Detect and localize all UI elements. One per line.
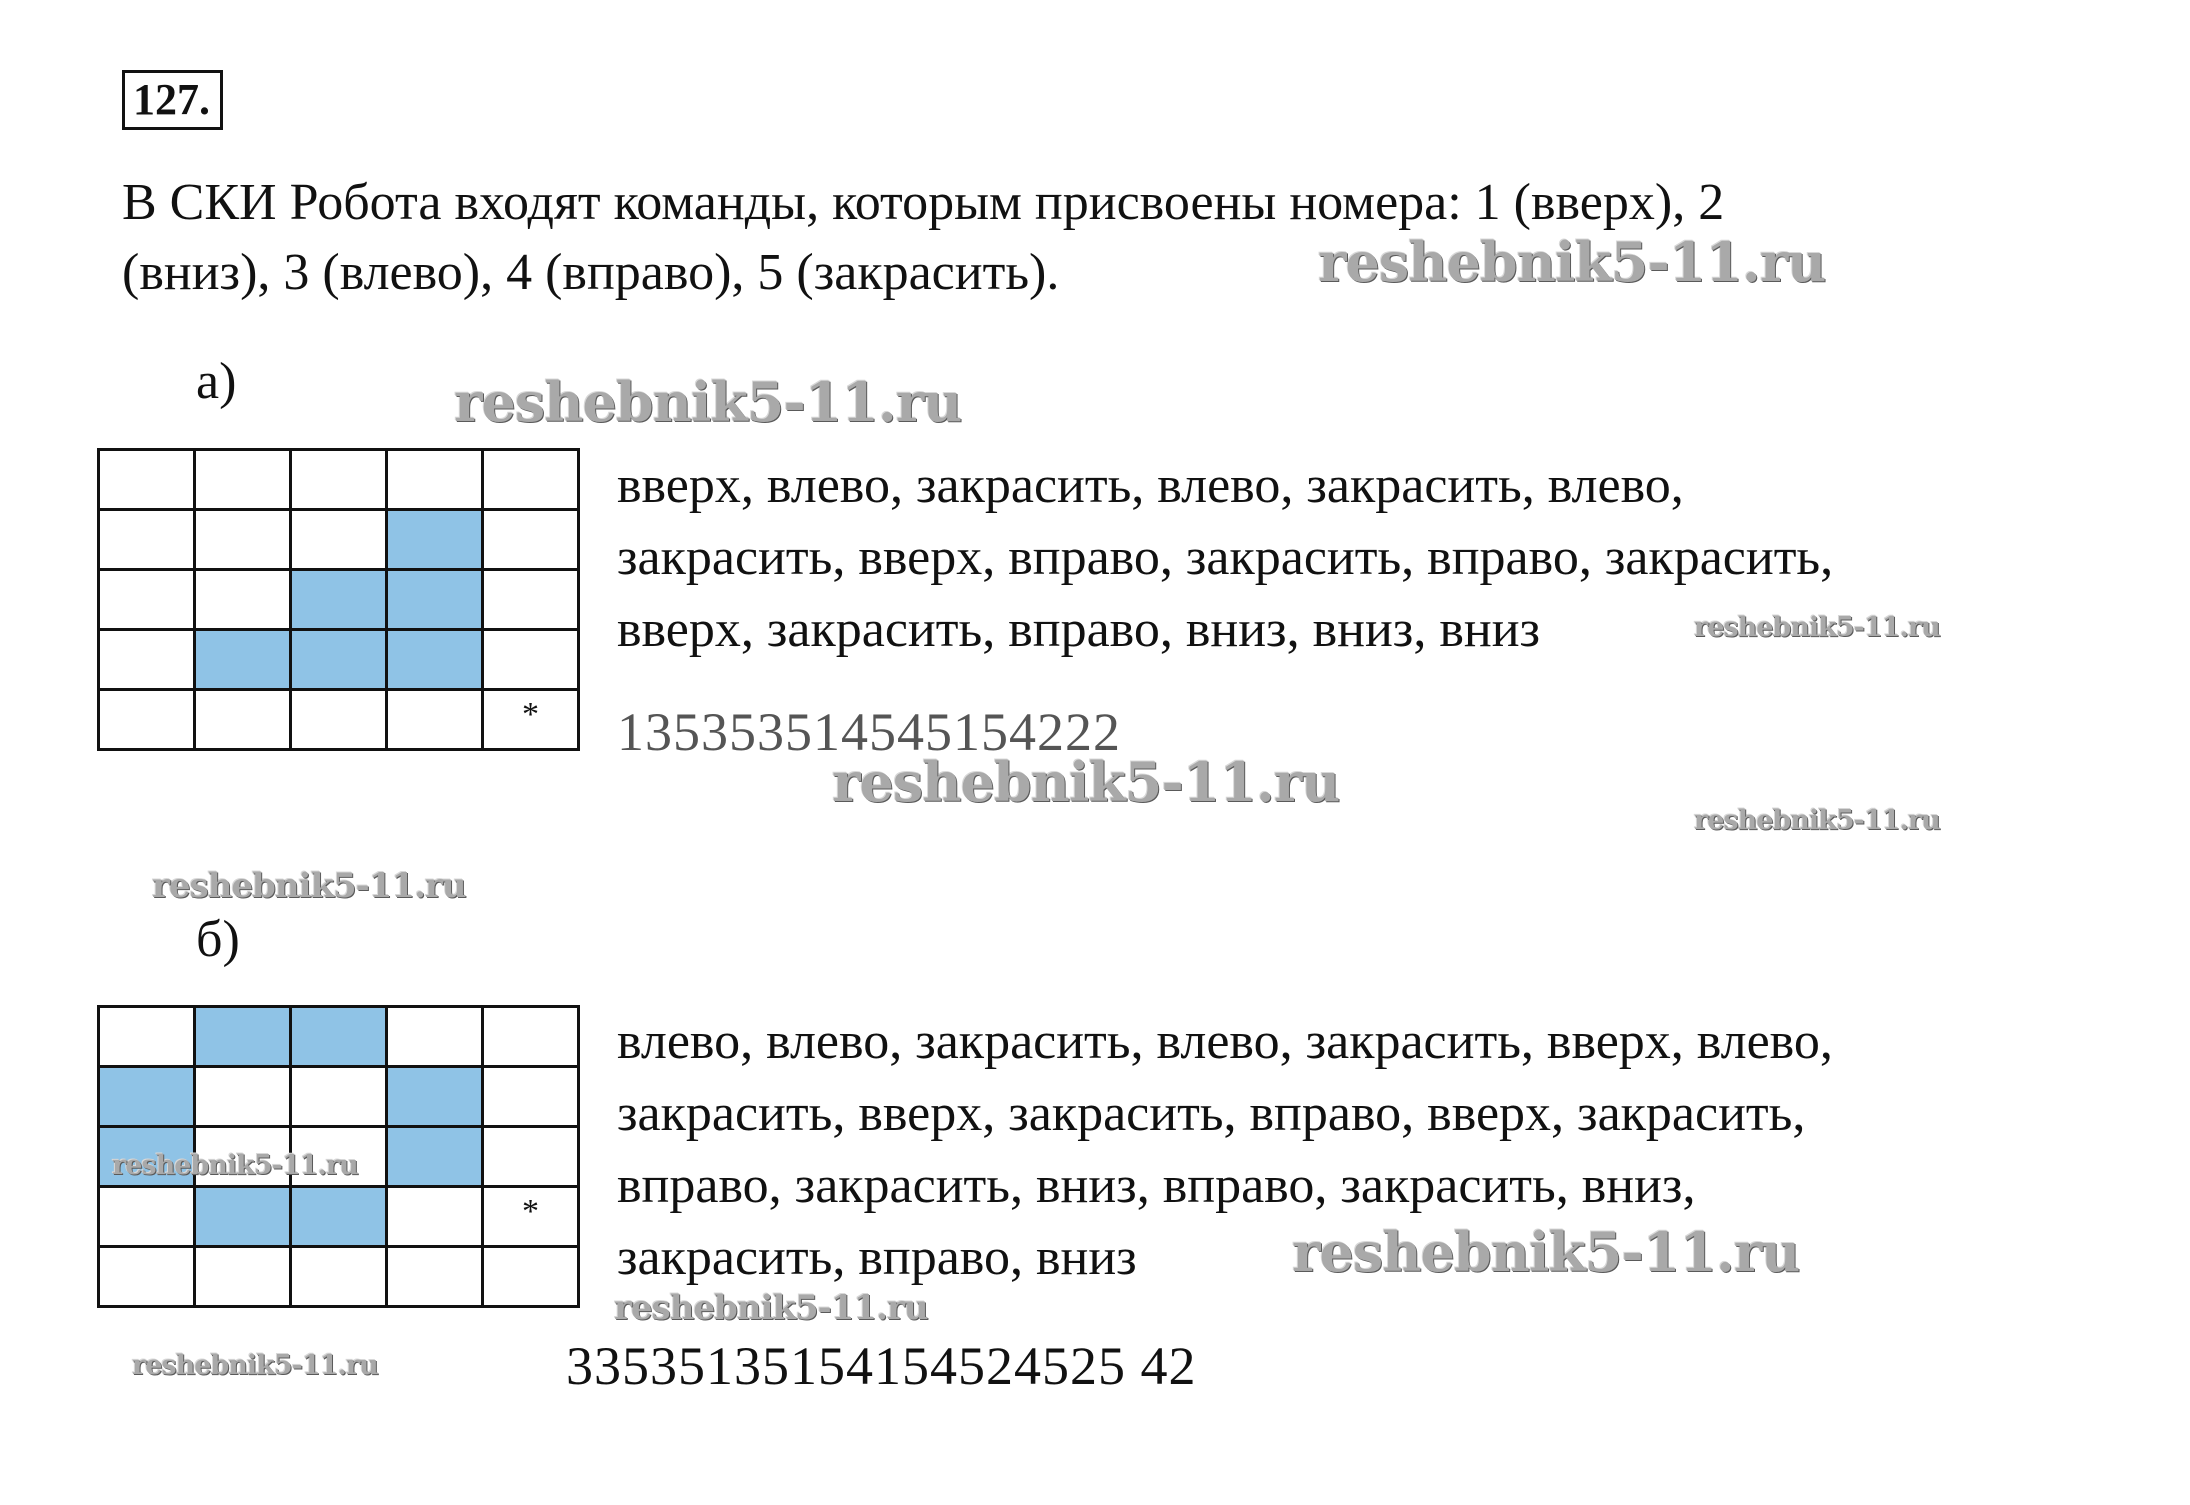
watermark: reshebnik5-11.ru: [152, 866, 466, 906]
part-a-grid-empty-cell: [388, 451, 484, 511]
part-a-grid-empty-cell: [292, 451, 388, 511]
watermark: reshebnik5-11.ru: [1694, 805, 1940, 836]
part-b-grid-filled-cell: [388, 1068, 484, 1128]
exercise-number: 127.: [122, 70, 223, 130]
part-b-code: 33535135154154524525 42: [566, 1336, 1197, 1396]
watermark: reshebnik5-11.ru: [614, 1288, 928, 1328]
watermark: reshebnik5-11.ru: [1694, 612, 1940, 643]
part-a-label: а): [196, 353, 237, 410]
part-a-grid-filled-cell: [388, 631, 484, 691]
part-b-grid-start-marker: *: [522, 1193, 539, 1230]
part-a-grid-empty-cell: [292, 511, 388, 571]
part-a-grid-filled-cell: [292, 571, 388, 631]
part-b-grid-filled-cell: [292, 1188, 388, 1248]
watermark: reshebnik5-11.ru: [112, 1150, 358, 1181]
part-a-grid-filled-cell: [292, 631, 388, 691]
part-a-grid-filled-cell: [388, 571, 484, 631]
part-b-grid-filled-cell: [196, 1188, 292, 1248]
part-a-grid-filled-cell: [388, 511, 484, 571]
part-a-grid-empty-cell: [484, 511, 580, 571]
part-a-grid-empty-cell: [484, 451, 580, 511]
part-b-grid-empty-cell: [484, 1128, 580, 1188]
part-b-commands-line-3: вправо, закрасить, вниз, вправо, закрасить, вниз,: [617, 1157, 1696, 1214]
part-a-commands-line-1: вверх, влево, закрасить, влево, закрасить, влево,: [617, 457, 1684, 514]
part-b-grid-empty-cell: [388, 1008, 484, 1068]
part-a-grid-filled-cell: [196, 631, 292, 691]
part-a-grid-empty-cell: [100, 571, 196, 631]
part-a-code: 135353514545154222: [617, 702, 1121, 762]
part-b-grid-filled-cell: [196, 1008, 292, 1068]
part-b-grid-filled-cell: [292, 1008, 388, 1068]
part-b-grid-empty-cell: [292, 1068, 388, 1128]
part-a-grid-empty-cell: [484, 691, 580, 751]
part-b-grid-empty-cell: [388, 1188, 484, 1248]
part-b-grid-empty-cell: [484, 1068, 580, 1128]
part-a-grid-empty-cell: [196, 511, 292, 571]
part-b-grid-empty-cell: [100, 1248, 196, 1308]
part-b-label: б): [196, 911, 240, 968]
part-b-grid-empty-cell: [484, 1248, 580, 1308]
part-b-grid-empty-cell: [100, 1188, 196, 1248]
part-b-grid-empty-cell: [100, 1008, 196, 1068]
part-b-grid-empty-cell: [484, 1188, 580, 1248]
part-a-commands-line-3: вверх, закрасить, вправо, вниз, вниз, вниз: [617, 601, 1541, 658]
part-b-grid-empty-cell: [484, 1008, 580, 1068]
part-b-grid-empty-cell: [196, 1248, 292, 1308]
intro-line-1: В СКИ Робота входят команды, которым присвоены номера: 1 (вверх), 2: [122, 174, 1725, 231]
part-a-grid-empty-cell: [100, 511, 196, 571]
part-a-grid-empty-cell: [484, 571, 580, 631]
part-a-grid-empty-cell: [196, 571, 292, 631]
watermark: reshebnik5-11.ru: [1318, 230, 1826, 294]
part-a-grid-empty-cell: [292, 691, 388, 751]
part-a-grid-empty-cell: [388, 691, 484, 751]
part-a-grid: [97, 448, 580, 751]
intro-line-2: (вниз), 3 (влево), 4 (вправо), 5 (закрасить).: [122, 244, 1060, 301]
part-b-grid-filled-cell: [100, 1068, 196, 1128]
part-a-grid-empty-cell: [196, 451, 292, 511]
watermark: reshebnik5-11.ru: [132, 1350, 378, 1381]
part-b-commands-line-4: закрасить, вправо, вниз: [617, 1229, 1137, 1286]
watermark: reshebnik5-11.ru: [1292, 1220, 1800, 1284]
part-a-grid-empty-cell: [100, 631, 196, 691]
part-b-commands-line-1: влево, влево, закрасить, влево, закрасить, вверх, влево,: [617, 1013, 1833, 1070]
part-a-grid-empty-cell: [196, 691, 292, 751]
part-b-grid-filled-cell: [388, 1128, 484, 1188]
part-a-grid-start-marker: *: [522, 696, 539, 733]
part-b-commands-line-2: закрасить, вверх, закрасить, вправо, вверх, закрасить,: [617, 1085, 1806, 1142]
part-b-grid-empty-cell: [196, 1068, 292, 1128]
part-b-grid-empty-cell: [292, 1248, 388, 1308]
part-a-grid-empty-cell: [484, 631, 580, 691]
part-a-commands-line-2: закрасить, вверх, вправо, закрасить, вправо, закрасить,: [617, 529, 1834, 586]
part-a-grid-empty-cell: [100, 691, 196, 751]
watermark: reshebnik5-11.ru: [832, 750, 1340, 814]
part-b-grid-empty-cell: [388, 1248, 484, 1308]
watermark: reshebnik5-11.ru: [454, 370, 962, 434]
part-a-grid-empty-cell: [100, 451, 196, 511]
